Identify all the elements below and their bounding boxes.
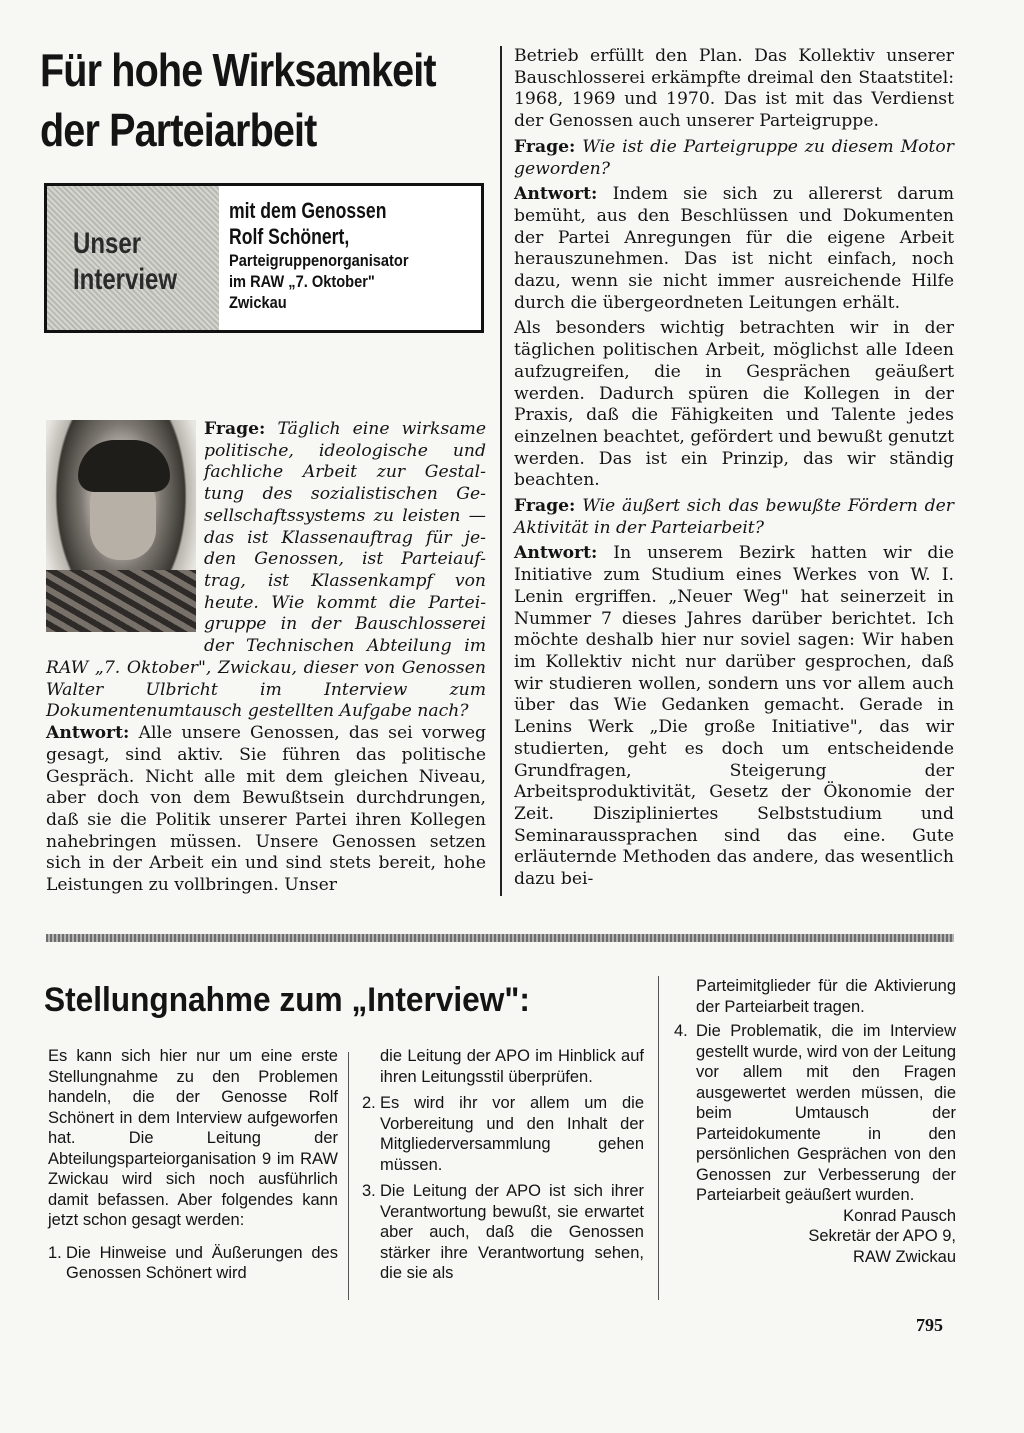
- answer-2-text: Indem sie sich zu allererst darum bemüht, aus den Beschlüssen und Dokumenten der Partei Anregungen für die eigene Arbeit herauszunehmen. Das ist nicht einfach, noch dazu, wenn sie nicht immer ausreichende Hilfe durch die übergeordneten Leitungen erhält.: [514, 184, 954, 313]
- question-1-line: heute. Wie kommt die Partei-: [204, 592, 486, 613]
- statement-item-2-text: Es wird ihr vor allem um die Vorbereitung und den Inhalt der Mitgliederversammlung gehen müssen.: [380, 1094, 644, 1174]
- answer-3-text: In unserem Bezirk hatten wir die Initiative zum Studium eines Werkes von W. I. Lenin ergriffen. „Neuer Weg" hat seinerzeit in Nummer 7 dieses Jahres darüber berichtet. Ich möchte deshalb hier nur soviel sagen: Wir haben im Kollektiv nicht nur darüber gesprochen, daß wir studieren wollen, sondern uns vor allem auch über das Wie Gedanken gemacht. Gerade in Lenins Werk „Die große Initiative", das wir studierten, geht es doch um entscheidende Grundfragen, Steigerung der Arbeitsproduktivität, Gesetz der Ökonomie der Zeit. Diszipliniertes Selbststudium und Seminaraussprachen sind das eine. Gute erläuternde Methoden das andere, das wesentlich dazu bei-: [514, 543, 954, 890]
- statement-item-3-number: 3.: [362, 1182, 376, 1200]
- statement-item-4-text: Die Problematik, die im Interview gestellt wurde, wird von der Leitung vor allem mit den Fragen ausgewertet werden müssen, die beim Umtausch der Parteidokumente in den persönlichen Gesprächen von den Genossen zur Verbesserung der Parteiarbeit geäußert wurden.: [696, 1022, 956, 1204]
- statement-divider-2: [658, 976, 659, 1300]
- question-3-text: Wie äußert sich das bewußte Fördern der Aktivität in der Parteiarbeit?: [514, 496, 955, 538]
- statement-item-2-number: 2.: [362, 1094, 376, 1112]
- answer-1-label: Antwort:: [46, 723, 130, 744]
- interview-label-panel: [47, 186, 219, 330]
- interview-label: [73, 226, 177, 298]
- question-1-line: Frage: Täglich eine wirksame: [204, 419, 487, 439]
- statement-item-3-text: Die Leitung der APO ist sich ihrer Verantwortung bewußt, sie erwartet aber auch, daß die Genossen stärker ihre Verantwortung sehen, die sie als: [380, 1182, 644, 1282]
- question-1-line: gruppe in der Bauschlosserei: [204, 614, 486, 635]
- question-3-label: Frage:: [514, 496, 576, 517]
- statement-item-1-continuation: die Leitung der APO im Hinblick auf ihren Leitungsstil überprüfen.: [380, 1047, 644, 1086]
- portrait-hair: [78, 440, 170, 492]
- article-title: [40, 40, 436, 160]
- paragraph-plan: Betrieb erfüllt den Plan. Das Kollektiv unserer Bauschlosserei erkämpfte dreimal den Staatstitel: 1968, 1969 und 1970. Das ist mit das Verdienst der Genossen auch unserer Parteigruppe.: [514, 46, 954, 132]
- statement-item-4-number: 4.: [674, 1022, 688, 1040]
- interviewee-line-1: mit dem Genossen: [229, 198, 387, 223]
- question-2-text: Wie ist die Parteigruppe zu diesem Motor geworden?: [514, 136, 954, 179]
- question-1-continuation: RAW „7. Oktober", Zwickau, dieser von Genossen Walter Ulbricht im Interview zum Dokumentenumtausch gestellten Aufgabe nach?: [46, 658, 486, 722]
- signature-name: Konrad Pausch: [843, 1206, 956, 1225]
- answer-3: [514, 543, 954, 890]
- statement-intro: Es kann sich hier nur um eine erste Stellungnahme zu den Problemen handeln, die der Genosse Rolf Schönert in dem Interview aufgeworfen hat. Die Leitung der Abteilungsparteiorganisation 9 im RAW Zwickau wird sich noch ausführlich damit befassen. Aber folgendes kann jetzt schon gesagt werden:: [48, 1047, 338, 1229]
- portrait-photo: [46, 420, 196, 632]
- answer-1-text: Alle unsere Genossen, das sei vorweg gesagt, sind aktiv. Sie führen das politische Gespräch. Nicht alle mit dem gleichen Niveau, aber doch von dem Bewußtsein durchdrungen, daß sie die Politik unserer Partei ihren Kollegen nahebringen müssen. Unsere Genossen setzen sich in der Arbeit ein und sind stets bereit, hohe Leistungen zu vollbringen. Unser: [46, 723, 487, 896]
- statement-item-3: [362, 1181, 644, 1284]
- column-1-body: [46, 658, 486, 897]
- question-1-line: der Technischen Abteilung im: [204, 636, 486, 657]
- signature-block: [674, 1206, 956, 1268]
- column-divider: [500, 46, 502, 896]
- question-1-line: den Genossen, ist Parteiauf-: [204, 549, 486, 570]
- statement-column-2: [362, 1046, 644, 1284]
- portrait-shirt: [46, 570, 196, 632]
- statement-item-2: [362, 1093, 644, 1175]
- statement-divider-1: [348, 1052, 349, 1300]
- question-1-line: politische, ideologische und: [204, 440, 486, 461]
- answer-3-label: Antwort:: [514, 543, 598, 564]
- statement-column-3: [674, 976, 956, 1267]
- interviewee-info: [229, 198, 485, 313]
- article-title-line-2: der Parteiarbeit: [40, 104, 317, 156]
- question-1-line: trag, ist Klassenkampf von: [204, 570, 486, 591]
- statement-item-3-continuation: Parteimitglieder für die Aktivierung der Parteiarbeit tragen.: [696, 977, 956, 1016]
- section-divider: [46, 934, 954, 942]
- interview-box: [44, 183, 484, 333]
- page-number: 795: [916, 1315, 943, 1335]
- statement-title: Stellungnahme zum „Interview":: [44, 981, 530, 1019]
- question-2-label: Frage:: [514, 136, 576, 157]
- question-1-line: fachliche Arbeit zur Gestal-: [204, 462, 486, 483]
- signature-place: RAW Zwickau: [853, 1247, 956, 1266]
- article-title-line-1: Für hohe Wirksamkeit: [40, 44, 436, 96]
- interviewee-role: Parteigruppenorganisator: [229, 251, 409, 270]
- statement-item-4: [674, 1021, 956, 1206]
- question-1-line: tung des sozialistischen Ge-: [204, 484, 486, 505]
- column-2-body: [514, 46, 954, 891]
- interview-label-line-2: Interview: [73, 263, 178, 296]
- statement-item-1-text: Die Hinweise und Äußerungen des Genossen Schönert wird: [66, 1243, 338, 1282]
- answer-2-label: Antwort:: [514, 184, 598, 205]
- question-1-beside-photo: [204, 419, 486, 658]
- paragraph-ideas: Als besonders wichtig betrachten wir in der täglichen politischen Arbeit, möglichst alle Ideen aufzugreifen, die in Gesprächen geäußert werden. Dadurch spüren die Kollegen in der Praxis, daß die Fähigkeiten und Talente jedes einzelnen beachtet, gefördert und bewußt genutzt werden. Das ist ein Prinzip, das wir ständig beachten.: [514, 318, 954, 491]
- question-3: [514, 496, 954, 539]
- interviewee-city: Zwickau: [229, 293, 287, 312]
- signature-role: Sekretär der APO 9,: [808, 1227, 956, 1245]
- statement-item-1: [48, 1243, 338, 1284]
- interview-label-line-1: Unser: [73, 227, 142, 260]
- question-1-label: Frage:: [204, 419, 266, 439]
- statement-column-1: [48, 1046, 338, 1284]
- question-2: [514, 137, 954, 180]
- statement-item-1-number: 1.: [48, 1243, 62, 1262]
- answer-2: [514, 184, 954, 314]
- answer-1: [46, 723, 486, 897]
- interviewee-name: Rolf Schönert,: [229, 224, 350, 249]
- question-1-line: das ist Klassenauftrag für je-: [204, 527, 486, 548]
- question-1-line: sellschaftssystems zu leisten —: [204, 505, 486, 526]
- interviewee-workplace: im RAW „7. Oktober": [229, 272, 375, 291]
